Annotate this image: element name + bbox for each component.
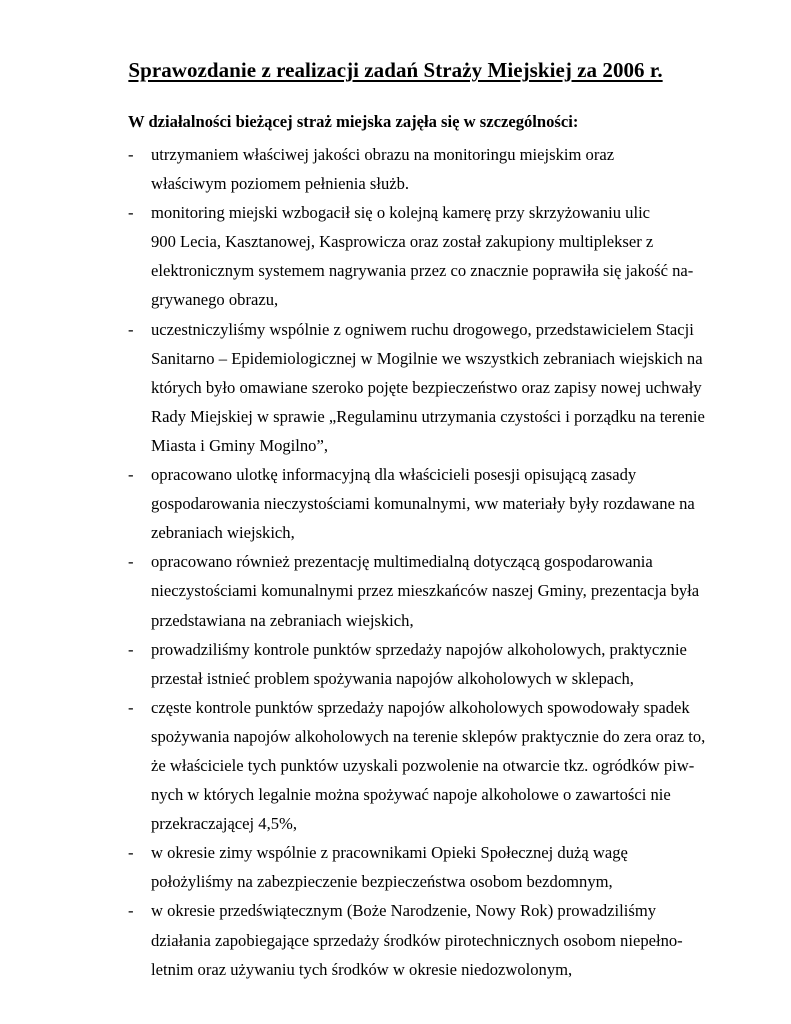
list-item-line: monitoring miejski wzbogacił się o kolejną kamerę przy skrzyżowaniu ulic bbox=[151, 203, 651, 223]
list-item-line: opracowano ulotkę informacyjną dla właścicieli posesji opisującą zasady bbox=[151, 465, 637, 485]
list-item-line: w okresie przedświątecznym (Boże Narodzenie, Nowy Rok) prowadziliśmy bbox=[151, 901, 657, 921]
bullet-dash: - bbox=[128, 203, 134, 223]
list-item-line: przekraczającej 4,5%, bbox=[151, 814, 298, 834]
list-item-line: spożywania napojów alkoholowych na terenie sklepów praktycznie do zera oraz to, bbox=[151, 726, 706, 746]
list-item-line: Rady Miejskiej w sprawie „Regulaminu utrzymania czystości i porządku na terenie bbox=[151, 406, 705, 426]
list-item-line: 900 Lecia, Kasztanowej, Kasprowicza oraz został zakupiony multiplekser z bbox=[151, 232, 654, 252]
activity-list bbox=[0, 140, 791, 984]
bullet-dash: - bbox=[128, 639, 134, 659]
list-item bbox=[0, 635, 721, 693]
list-item-line: Miasta i Gminy Mogilno”, bbox=[151, 435, 328, 455]
list-item-line: grywanego obrazu, bbox=[151, 290, 279, 310]
list-item-line: letnim oraz używaniu tych środków w okresie niedozwolonym, bbox=[151, 959, 573, 979]
intro-heading: W działalności bieżącej straż miejska zajęła się w szczególności: bbox=[128, 112, 579, 131]
list-item bbox=[0, 460, 721, 547]
list-item-line: prowadziliśmy kontrole punktów sprzedaży napojów alkoholowych, praktycznie bbox=[151, 639, 687, 659]
list-item-line: działania zapobiegające sprzedaży środków pirotechnicznych osobom niepełno- bbox=[151, 930, 683, 950]
list-item bbox=[0, 198, 721, 314]
list-item-line: przedstawiana na zebraniach wiejskich, bbox=[151, 610, 414, 630]
list-item-line: gospodarowania nieczystościami komunalnymi, ww materiały były rozdawane na bbox=[151, 494, 695, 514]
list-item-line: przestał istnieć problem spożywania napojów alkoholowych w sklepach, bbox=[151, 668, 634, 688]
list-item bbox=[0, 896, 721, 983]
list-item-line: właściwym poziomem pełnienia służb. bbox=[151, 174, 410, 194]
list-item-line: że właściciele tych punktów uzyskali pozwolenie na otwarcie tkz. ogródków piw- bbox=[151, 755, 695, 775]
bullet-dash: - bbox=[128, 319, 134, 339]
bullet-dash: - bbox=[128, 552, 134, 572]
bullet-dash: - bbox=[128, 901, 134, 921]
list-item-line: położyliśmy na zabezpieczenie bezpieczeństwa osobom bezdomnym, bbox=[151, 872, 613, 892]
list-item bbox=[0, 838, 721, 896]
list-item-line: częste kontrole punktów sprzedaży napojów alkoholowych spowodowały spadek bbox=[151, 697, 690, 717]
bullet-dash: - bbox=[128, 145, 134, 164]
list-item-line: których było omawiane szeroko pojęte bezpieczeństwo oraz zapisy nowej uchwały bbox=[151, 377, 702, 397]
list-item-line: utrzymaniem właściwej jakości obrazu na monitoringu miejskim oraz bbox=[151, 145, 615, 164]
list-item-line: Sanitarno – Epidemiologicznej w Mogilnie we wszystkich zebraniach wiejskich na bbox=[151, 348, 703, 368]
bullet-dash: - bbox=[128, 697, 134, 717]
list-item bbox=[0, 140, 721, 198]
list-item-line: uczestniczyliśmy wspólnie z ogniwem ruchu drogowego, przedstawicielem Stacji bbox=[151, 319, 694, 339]
bullet-dash: - bbox=[128, 465, 134, 485]
list-item-line: zebraniach wiejskich, bbox=[151, 523, 295, 543]
list-item-line: elektronicznym systemem nagrywania przez co znacznie poprawiła się jakość na- bbox=[151, 261, 694, 281]
bullet-dash: - bbox=[128, 843, 134, 863]
list-item-line: opracowano również prezentację multimedialną dotyczącą gospodarowania bbox=[151, 552, 653, 572]
list-item bbox=[0, 315, 721, 460]
list-item bbox=[0, 693, 721, 838]
list-item-line: w okresie zimy wspólnie z pracownikami Opieki Społecznej dużą wagę bbox=[151, 843, 628, 863]
list-item-line: nych w których legalnie można spożywać napoje alkoholowe o zawartości nie bbox=[151, 785, 671, 805]
list-item-line: nieczystościami komunalnymi przez mieszkańców naszej Gminy, prezentacja była bbox=[151, 581, 700, 601]
page-title: Sprawozdanie z realizacji zadań Straży Miejskiej za 2006 r. bbox=[128, 58, 663, 82]
list-item bbox=[0, 547, 721, 634]
